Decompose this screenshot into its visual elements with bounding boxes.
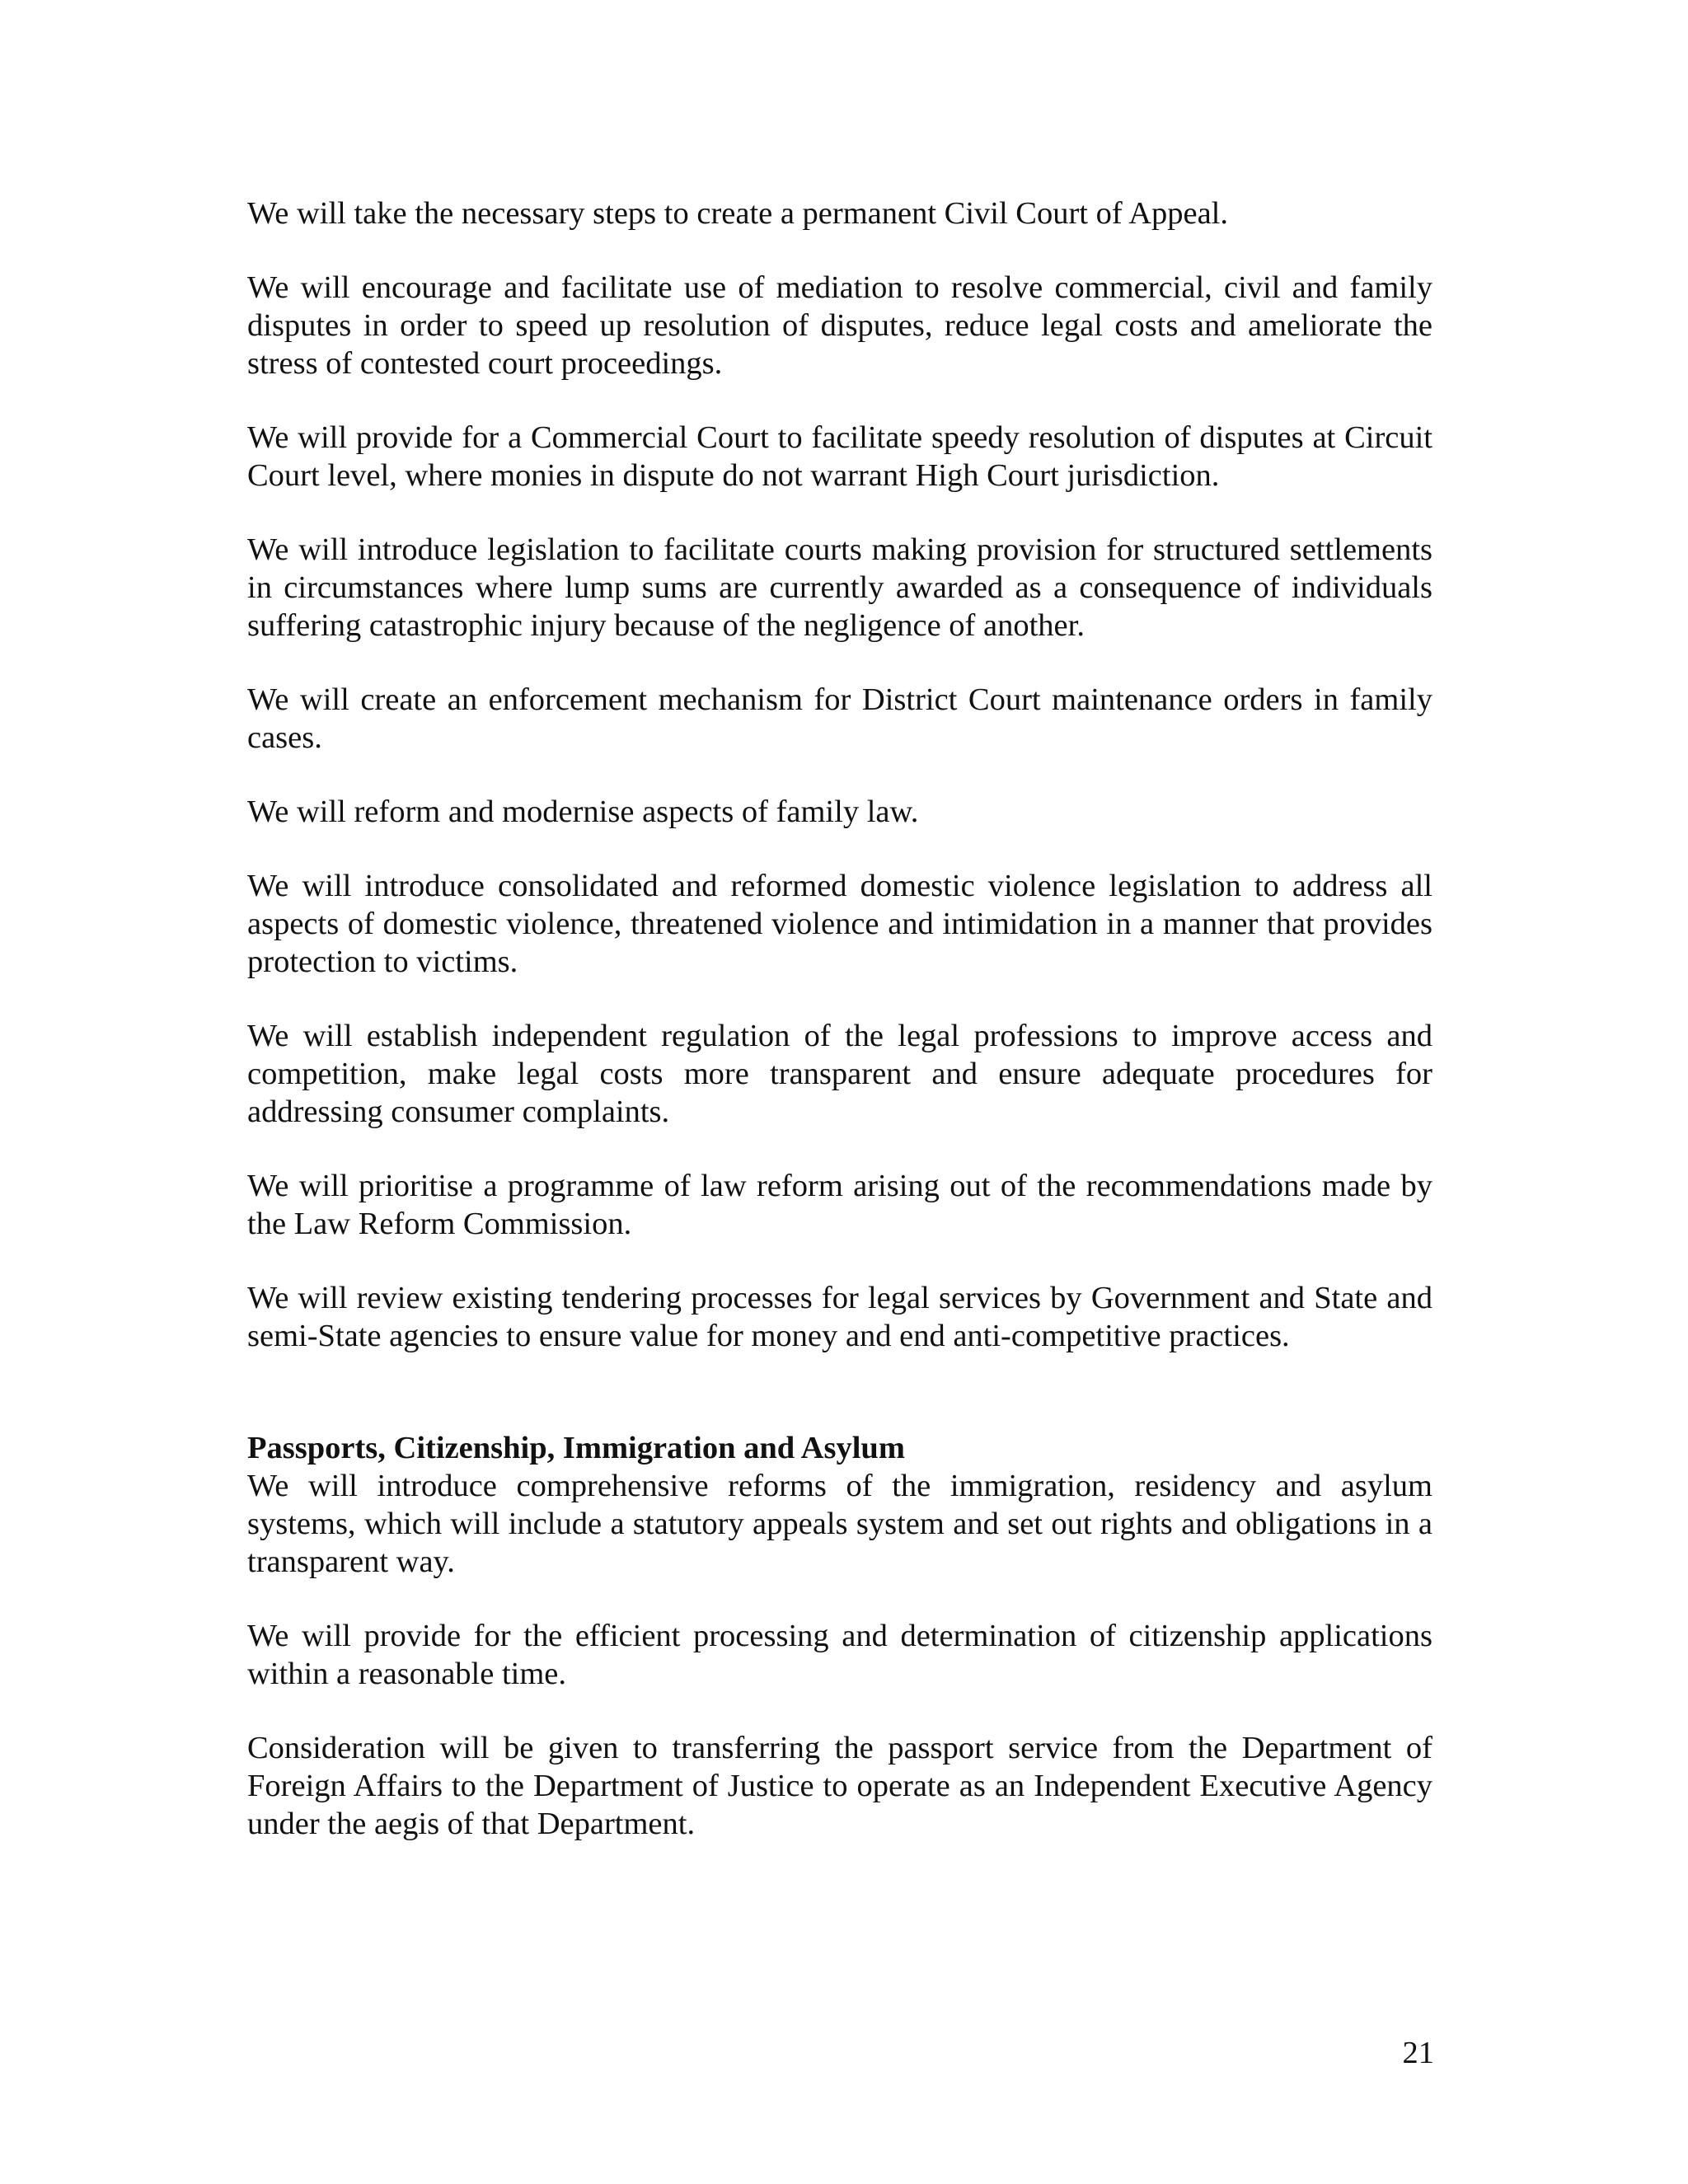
page-body: [247, 194, 1432, 1879]
paragraph-immigration-reforms: We will introduce comprehensive reforms of the immigration, residency and asylum systems, which will include a statutory appeals system and set out rights and obligations in a transparent way.: [247, 1469, 1432, 1579]
paragraph-tendering-processes: We will review existing tendering processes for legal services by Government and State and semi-State agencies to ensure value for money and end anti-competitive practices.: [247, 1281, 1432, 1353]
page-number: 21: [1402, 2036, 1434, 2070]
paragraph-structured-settlements: We will introduce legislation to facilitate courts making provision for structured settlements in circumstances where lump sums are currently awarded as a consequence of individuals suffering catastrophic injury because of the negligence of another.: [247, 532, 1432, 643]
paragraph-law-reform: We will prioritise a programme of law reform arising out of the recommendations made by the Law Reform Commission.: [247, 1169, 1432, 1241]
paragraph-civil-court-of-appeal: We will take the necessary steps to create a permanent Civil Court of Appeal.: [247, 196, 1229, 231]
paragraph-mediation: We will encourage and facilitate use of mediation to resolve commercial, civil and family disputes in order to speed up resolution of disputes, reduce legal costs and ameliorate the stress of contested court proceedings.: [247, 270, 1432, 381]
paragraph-family-law: We will reform and modernise aspects of family law.: [247, 794, 919, 829]
paragraph-passport-service: Consideration will be given to transferring the passport service from the Department of Foreign Affairs to the Department of Justice to operate as an Independent Executive Agency under the aegis of that Department.: [247, 1731, 1432, 1841]
section-heading: Passports, Citizenship, Immigration and Asylum: [247, 1431, 905, 1465]
paragraph-domestic-violence: We will introduce consolidated and reformed domestic violence legislation to address all aspects of domestic violence, threatened violence and intimidation in a manner that provides protection to victims.: [247, 869, 1432, 979]
paragraph-legal-professions: We will establish independent regulation of the legal professions to improve access and competition, make legal costs more transparent and ensure adequate procedures for addressing consumer complaints.: [247, 1019, 1432, 1129]
paragraph-maintenance-orders: We will create an enforcement mechanism for District Court maintenance orders in family cases.: [247, 682, 1432, 755]
paragraph-citizenship-applications: We will provide for the efficient processing and determination of citizenship applications within a reasonable time.: [247, 1619, 1432, 1691]
paragraph-commercial-court: We will provide for a Commercial Court to facilitate speedy resolution of disputes at Circuit Court level, where monies in dispute do not warrant High Court jurisdiction.: [247, 420, 1432, 493]
